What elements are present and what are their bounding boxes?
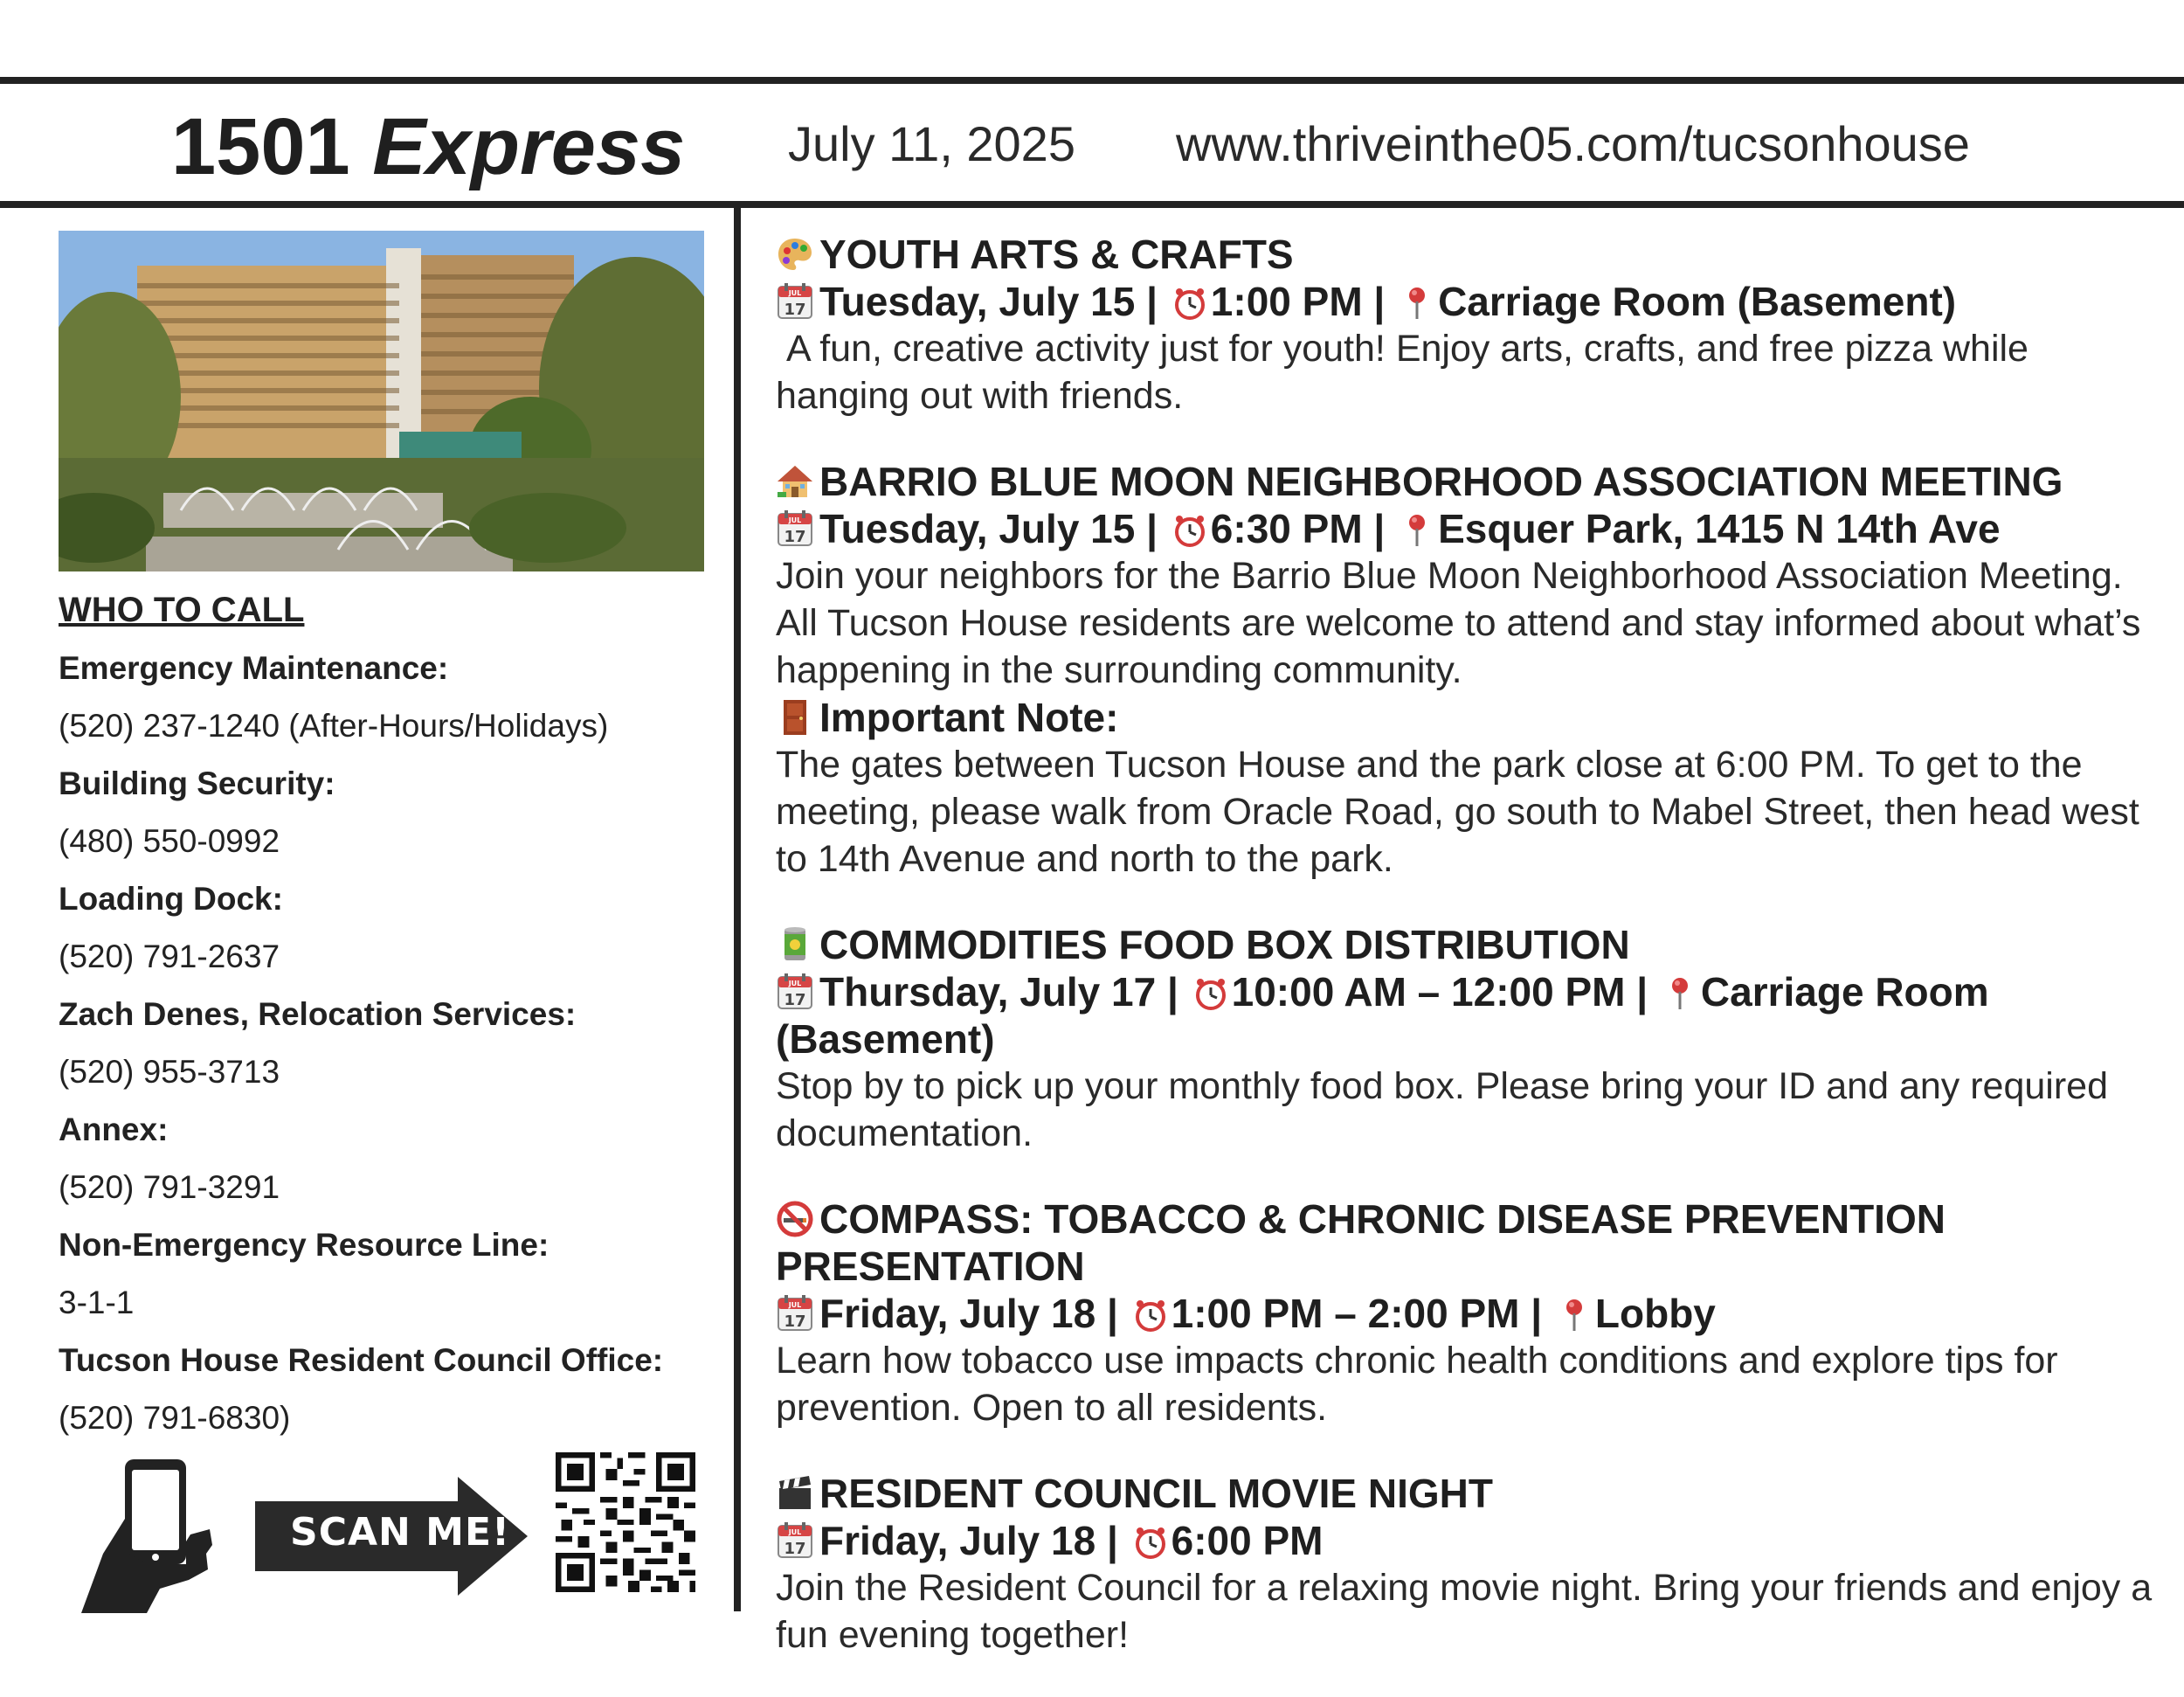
event-title: COMMODITIES FOOD BOX DISTRIBUTION (776, 921, 2156, 968)
contact-label: Zach Denes, Relocation Services: (59, 996, 577, 1032)
event-location: Carriage Room (Basement) (776, 969, 1989, 1062)
building-photo (59, 231, 704, 571)
header-bottom-rule (0, 201, 2184, 208)
location-pin-icon (1557, 1298, 1592, 1333)
location-pin-icon (1662, 976, 1697, 1011)
important-note-text: The gates between Tucson House and the park close at 6:00 PM. To get to the meeting, please walk from Oracle Road, go south to Mabel Street, then head west to 14th Avenue and north to the park. (776, 744, 2139, 880)
who-to-call-heading: WHO TO CALL (59, 591, 305, 629)
location-pin-icon (1400, 513, 1434, 548)
event-title: COMPASS: TOBACCO & CHRONIC DISEASE PREVENTION PRESENTATION (776, 1196, 1946, 1289)
event-meta (776, 1290, 2156, 1337)
event-description: Join your neighbors for the Barrio Blue Moon Neighborhood Association Meeting. All Tucson House residents are welcome to attend and stay informed about what’s happening in the surrounding community. (776, 555, 2141, 691)
alarm-clock-icon (1133, 1525, 1168, 1560)
event-meta (776, 278, 2156, 325)
alarm-clock-icon (1172, 513, 1207, 548)
no-smoking-icon (776, 1200, 814, 1238)
calendar-icon (776, 282, 814, 321)
event-title: BARRIO BLUE MOON NEIGHBORHOOD ASSOCIATION MEETING (776, 458, 2156, 505)
event-item (776, 458, 2156, 883)
event-item (776, 921, 2156, 1157)
event-time: 1:00 PM – 2:00 PM | (1171, 1291, 1543, 1336)
event-meta (776, 968, 2156, 1063)
contact-phone[interactable]: (520) 237-1240 (After-Hours/Holidays) (59, 708, 609, 744)
event-location: Esquer Park, 1415 N 14th Ave (1438, 506, 2001, 551)
event-description: A fun, creative activity just for youth! Enjoy arts, crafts, and free pizza while hanging out with friends. (776, 328, 2039, 417)
contact-phone[interactable]: (520) 791-2637 (59, 939, 280, 974)
event-item (776, 1470, 2156, 1659)
event-time: 10:00 AM – 12:00 PM | (1231, 969, 1648, 1015)
can-icon (776, 925, 814, 964)
event-title: RESIDENT COUNCIL MOVIE NIGHT (776, 1470, 2156, 1517)
contact-label: Tucson House Resident Council Office: (59, 1342, 664, 1378)
event-meta (776, 505, 2156, 552)
contact-list (59, 647, 722, 1454)
contact-label: Annex: (59, 1112, 169, 1147)
event-location: Lobby (1594, 1291, 1716, 1336)
event-description: Join the Resident Council for a relaxing movie night. Bring your friends and enjoy a fun evening together! (776, 1567, 2153, 1656)
house-icon (776, 462, 814, 501)
scan-me-label: SCAN ME! (290, 1510, 511, 1555)
event-location: Carriage Room (Basement) (1438, 279, 1957, 324)
scan-me-arrow (255, 1477, 528, 1596)
contact-label: Non-Emergency Resource Line: (59, 1227, 549, 1263)
contact-label: Loading Dock: (59, 881, 283, 917)
important-note-heading: Important Note: (776, 694, 2156, 741)
contact-phone[interactable]: (480) 550-0992 (59, 823, 280, 859)
contact-label: Building Security: (59, 765, 335, 801)
door-icon (776, 698, 814, 737)
event-time: 1:00 PM | (1210, 279, 1386, 324)
alarm-clock-icon (1172, 286, 1207, 321)
event-day: Friday, July 18 | (819, 1291, 1118, 1336)
top-rule (0, 77, 2184, 84)
contact-label: Emergency Maintenance: (59, 650, 449, 686)
contact-phone[interactable]: (520) 955-3713 (59, 1054, 280, 1090)
event-day: Thursday, July 17 | (819, 969, 1178, 1015)
calendar-icon (776, 1294, 814, 1333)
contact-phone[interactable]: 3-1-1 (59, 1285, 135, 1320)
issue-date: July 11, 2025 (788, 116, 1075, 171)
hand-phone-icon (77, 1458, 225, 1613)
contact-phone[interactable]: (520) 791-6830) (59, 1400, 291, 1436)
contact-phone[interactable]: (520) 791-3291 (59, 1169, 280, 1205)
event-title: YOUTH ARTS & CRAFTS (776, 231, 2156, 278)
palette-icon (776, 235, 814, 274)
clapperboard-icon (776, 1474, 814, 1513)
calendar-icon (776, 1521, 814, 1560)
event-meta (776, 1517, 2156, 1564)
event-time: 6:00 PM (1171, 1518, 1324, 1563)
event-day: Friday, July 18 | (819, 1518, 1118, 1563)
column-divider (734, 208, 741, 1611)
qr-code[interactable] (556, 1452, 695, 1592)
event-time: 6:30 PM | (1210, 506, 1386, 551)
alarm-clock-icon (1193, 976, 1228, 1011)
calendar-icon (776, 509, 814, 548)
calendar-icon (776, 973, 814, 1011)
website-url[interactable]: www.thriveinthe05.com/tucsonhouse (1176, 116, 1970, 171)
event-list (776, 231, 2156, 1697)
location-pin-icon (1400, 286, 1434, 321)
newsletter-title: 1501 Express (171, 102, 686, 191)
newsletter-header (0, 84, 2184, 201)
event-item (776, 231, 2156, 419)
alarm-clock-icon (1133, 1298, 1168, 1333)
event-item (776, 1195, 2156, 1431)
event-description: Stop by to pick up your monthly food box. Please bring your ID and any required documentation. (776, 1065, 2108, 1154)
event-description: Learn how tobacco use impacts chronic health conditions and explore tips for prevention. Open to all residents. (776, 1340, 2058, 1429)
event-day: Tuesday, July 15 | (819, 279, 1158, 324)
event-day: Tuesday, July 15 | (819, 506, 1158, 551)
